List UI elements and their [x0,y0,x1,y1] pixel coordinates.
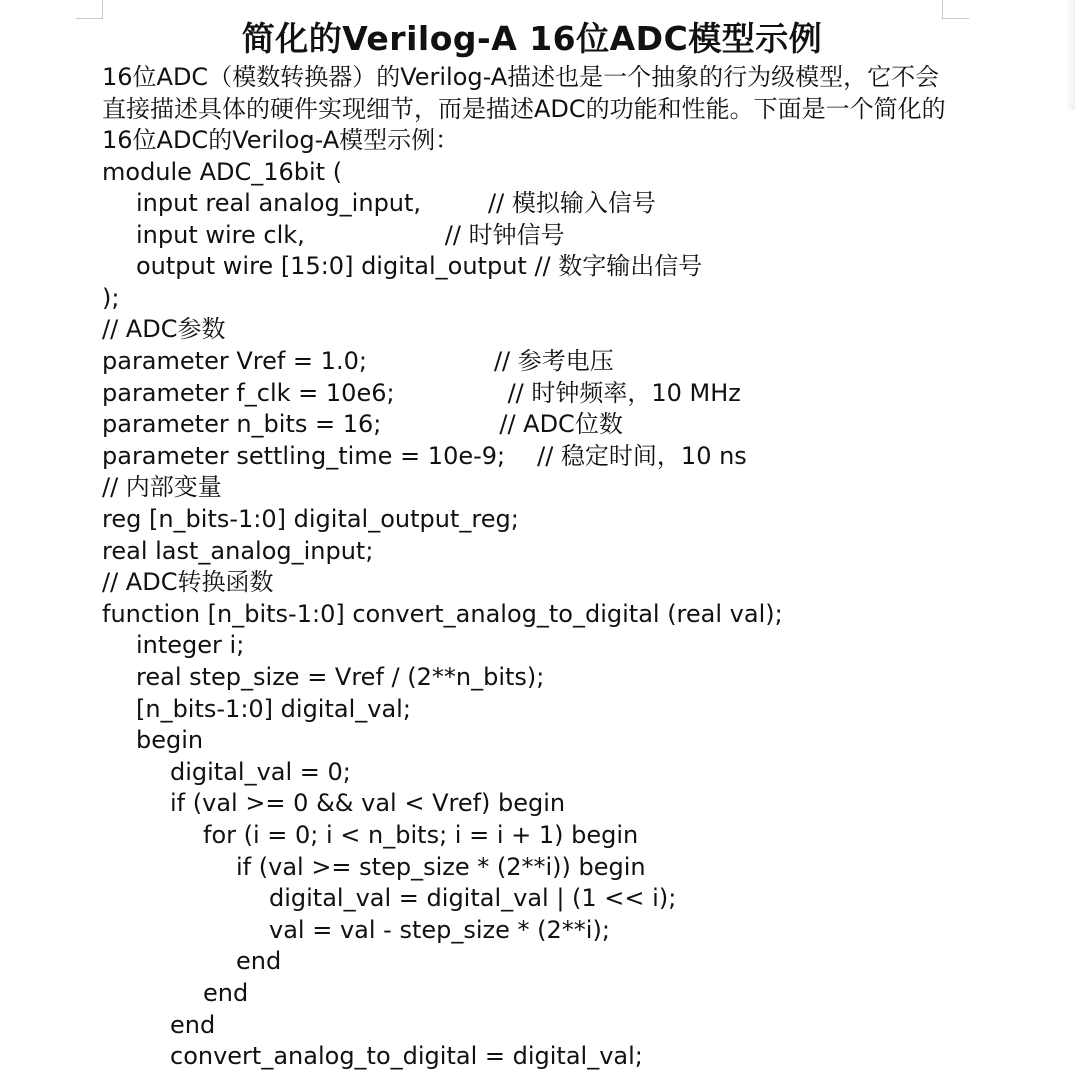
code-text: parameter settling_time = 10e-9; [102,441,506,470]
code-text: input real analog_input, [136,189,422,218]
code-text: parameter f_clk = 10e6; [102,378,395,407]
code-comment: // 时钟信号 [444,220,565,249]
document-body [102,16,962,1073]
code-line: module ADC_16bit ( [102,157,343,186]
code-line: if (val >= step_size * (2**i)) begin [236,852,646,881]
code-text: input wire clk, [136,220,305,249]
code-line: begin [136,726,204,755]
code-comment: // 模拟输入信号 [488,189,656,218]
code-listing [102,157,962,1073]
code-comment: // 稳定时间，10 ns [537,441,747,470]
code-line [102,346,962,378]
code-line: for (i = 0; i < n_bits; i = i + 1) begin [203,820,639,849]
code-comment: // 时钟频率，10 MHz [507,378,741,407]
code-line: if (val >= 0 && val < Vref) begin [170,789,566,818]
code-line [102,409,962,441]
code-line: reg [n_bits-1:0] digital_output_reg; [102,505,519,534]
code-text: parameter Vref = 1.0; [102,347,367,376]
code-line: integer i; [136,631,245,660]
code-text: parameter n_bits = 16; [102,410,382,439]
code-line: end [170,1010,216,1039]
code-line: digital_val = digital_val | (1 << i); [269,884,677,913]
code-line: convert_analog_to_digital = digital_val; [170,1042,643,1071]
code-line: [n_bits-1:0] digital_val; [136,694,411,723]
code-line [102,220,962,252]
code-line: end [236,947,282,976]
page-title: 简化的Verilog-A 16位ADC模型示例 [241,19,823,58]
code-comment: // 参考电压 [493,347,614,376]
code-line: ); [102,283,120,312]
code-line [102,378,962,410]
code-line: digital_val = 0; [170,757,351,786]
code-comment: // ADC位数 [499,410,623,439]
code-comment-line: // ADC参数 [102,315,226,344]
code-line: real last_analog_input; [102,536,374,565]
crop-mark-top-left [76,0,103,19]
code-line: function [n_bits-1:0] convert_analog_to_digital (real val); [102,599,783,628]
code-line: val = val - step_size * (2**i); [269,915,610,944]
code-line: output wire [15:0] digital_output // 数字输出信号 [136,252,703,281]
code-line [102,188,962,220]
code-line: real step_size = Vref / (2**n_bits); [136,663,545,691]
code-line: end [203,978,249,1007]
intro-paragraph: 16位ADC（模数转换器）的Verilog-A描述也是一个抽象的行为级模型，它不会直接描述具体的硬件实现细节，而是描述ADC的功能和性能。下面是一个简化的16位ADC的Verilog-A模型示例： [102,63,946,154]
code-comment-line: // 内部变量 [102,473,222,502]
code-comment-line: // ADC转换函数 [102,568,274,597]
page-edge-shadow [1066,0,1075,110]
code-line [102,441,962,473]
